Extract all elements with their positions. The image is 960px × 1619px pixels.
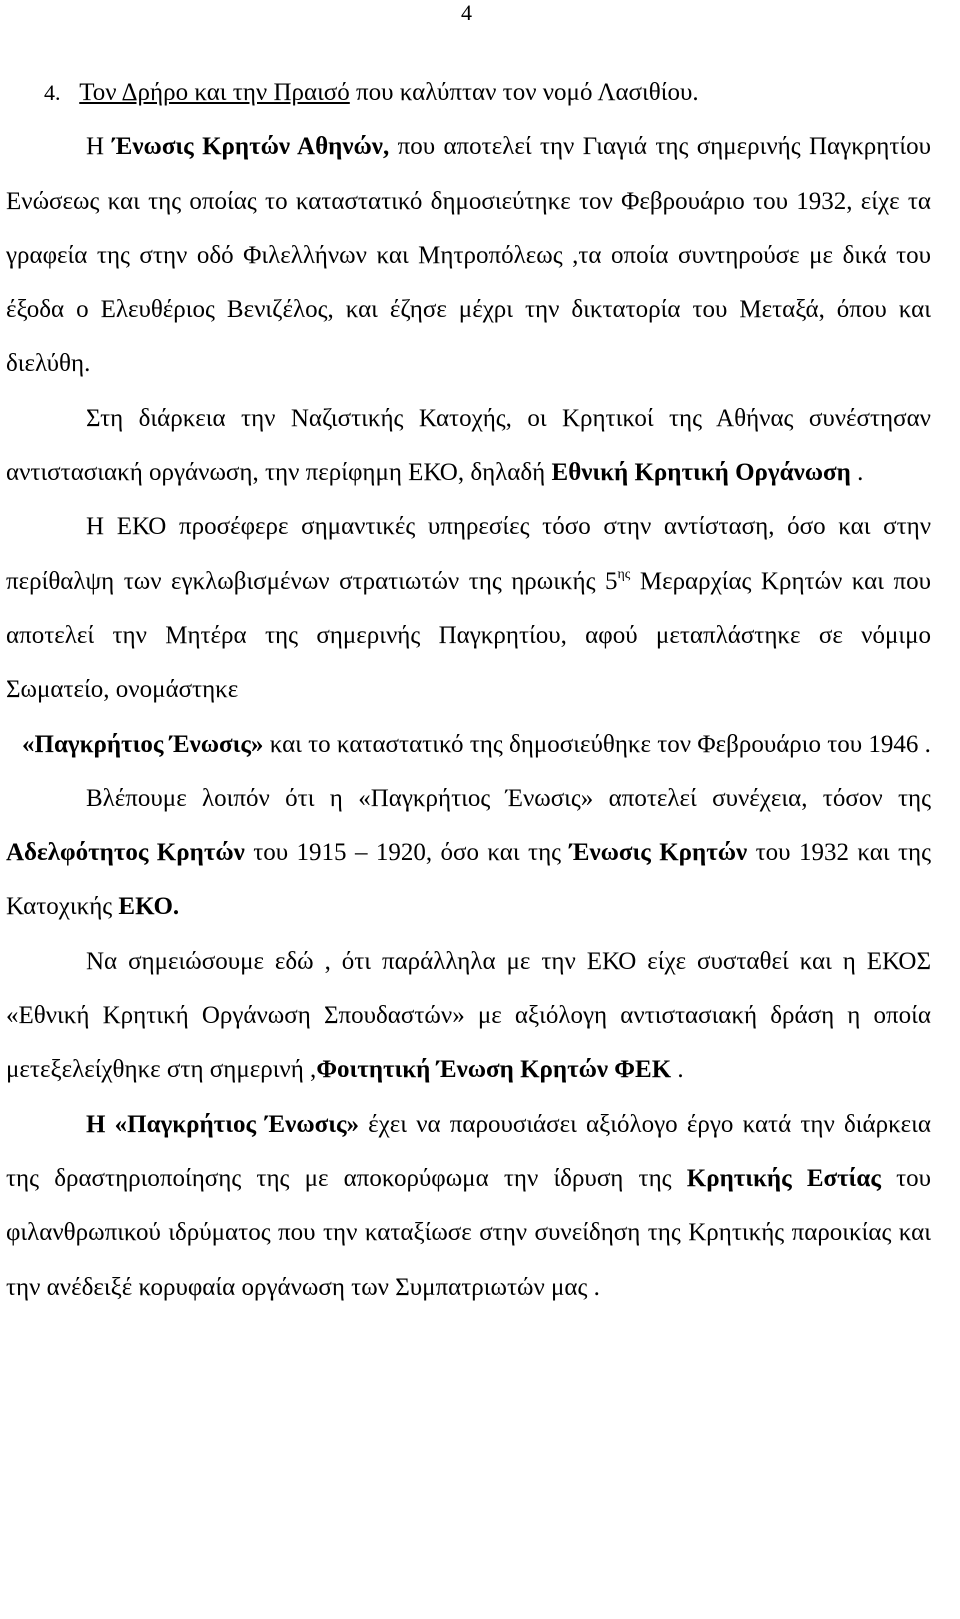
- list-item-text: που καλύπταν τον νομό Λασιθίου.: [349, 79, 699, 106]
- paragraph-eko-services-cont: [6, 718, 931, 772]
- bold-pagkritios-enosis: «Παγκρήτιος Ένωσις»: [22, 730, 264, 758]
- ordinal-suffix: ης: [617, 566, 631, 582]
- paragraph-text: του φιλανθρωπικού ιδρύματος που την καταξίωσε στην συνείδηση της Κρητικής παροικίας και την ανέδειξέ κορυφαία οργάνωση των Συμπατριωτών μας .: [6, 1164, 932, 1301]
- bold-enosis-kriton-athinon: Ένωσις Κρητών Αθηνών,: [112, 133, 390, 161]
- bold-kritiki-estia: Κρητικής Εστίας: [686, 1164, 881, 1192]
- paragraph-text: Μεραρχίας Κρητών και που αποτελεί την Μητέρα της σημερινής Παγκρητίου, αφού μεταπλάστηκε σε νόμιμο Σωματείο, ονομάστηκε: [6, 567, 931, 704]
- paragraph-eko: [6, 392, 931, 501]
- bold-enosis-kriton: Ένωσις Κρητών: [569, 839, 748, 867]
- paragraph-text: Η ΕΚΟ προσέφερε σημαντικές υπηρεσίες τόσο στην αντίσταση, όσο και στην περίθαλψη των εγκλωβισμένων στρατιωτών της ηρωικής 5: [6, 513, 931, 595]
- paragraph-text: και το καταστατικό της δημοσιεύθηκε τον Φεβρουάριο του 1946 .: [263, 730, 931, 758]
- paragraph-text: Να σημειώσουμε εδώ , ότι παράλληλα με την ΕΚΟ είχε συσταθεί και η ΕΚΟΣ «Εθνική Κρητική Οργάνωση Σπουδαστών» με αξιόλογη αντιστασιακή δράση η οποία μετεξελείχθηκε στη σημερινή ,: [6, 947, 931, 1084]
- paragraph-text: έχει να παρουσιάσει αξιόλογο έργο κατά την διάρκεια της δραστηριοποίησης της με αποκορύφωμα την ίδρυση της: [6, 1110, 931, 1192]
- paragraph-eko-services: [6, 500, 931, 717]
- bold-eko: ΕΚΟ.: [118, 893, 180, 921]
- bold-pagkritios-enosis-heading: Η «Παγκρήτιος Ένωσις»: [86, 1110, 359, 1138]
- paragraph-text: .: [850, 459, 864, 487]
- paragraph-text: του 1915 – 1920, όσο και της: [244, 839, 570, 867]
- bold-foititiki-enosi: Φοιτητική Ένωση Κρητών ΦΕΚ: [316, 1056, 672, 1084]
- paragraph-work: [6, 1098, 931, 1315]
- paragraph-text: .: [671, 1056, 684, 1084]
- paragraph-text: Βλέπουμε λοιπόν ότι η «Παγκρήτιος Ένωσις» αποτελεί συνέχεια, τόσον της: [86, 784, 931, 812]
- paragraph-text: Στη διάρκεια την Ναζιστικής Κατοχής, οι Κρητικοί της Αθήνας συνέστησαν αντιστασιακή οργάνωση, την περίφημη ΕΚΟ, δηλαδή: [6, 404, 931, 487]
- paragraph-enosis-kriton: [6, 120, 931, 391]
- paragraph-text: του 1932 και της Κατοχικής: [6, 839, 932, 921]
- bold-adelfotitos-kriton: Αδελφότητος Κρητών: [6, 839, 245, 867]
- paragraph-ekos: [6, 935, 931, 1098]
- bold-ethniki-kritiki-organosi: Εθνική Κρητική Οργάνωση: [551, 459, 851, 487]
- underlined-place-names: Τον Δρήρο και την Πραισό: [79, 79, 350, 106]
- paragraph-continuity: [6, 772, 931, 935]
- list-item-4: [6, 66, 931, 120]
- document-body: [6, 66, 931, 1315]
- paragraph-text: Η: [86, 133, 113, 161]
- page-number: 4: [461, 0, 472, 25]
- paragraph-text: που αποτελεί την Γιαγιά της σημερινής Παγκρητίου Ενώσεως και της οποίας το καταστατικό δημοσιεύτηκε τον Φεβρουάριο του 1932, είχε τα γραφεία της στην οδό Φιλελλήνων και Μητροπόλεως ,τα οποία συντηρούσε με δικά του έξοδα ο Ελευθέριος Βενιζέλος, και έζησε μέχρι την δικτατορία του Μεταξά, όπου και διελύθη.: [6, 133, 931, 378]
- list-number: 4.: [44, 80, 61, 105]
